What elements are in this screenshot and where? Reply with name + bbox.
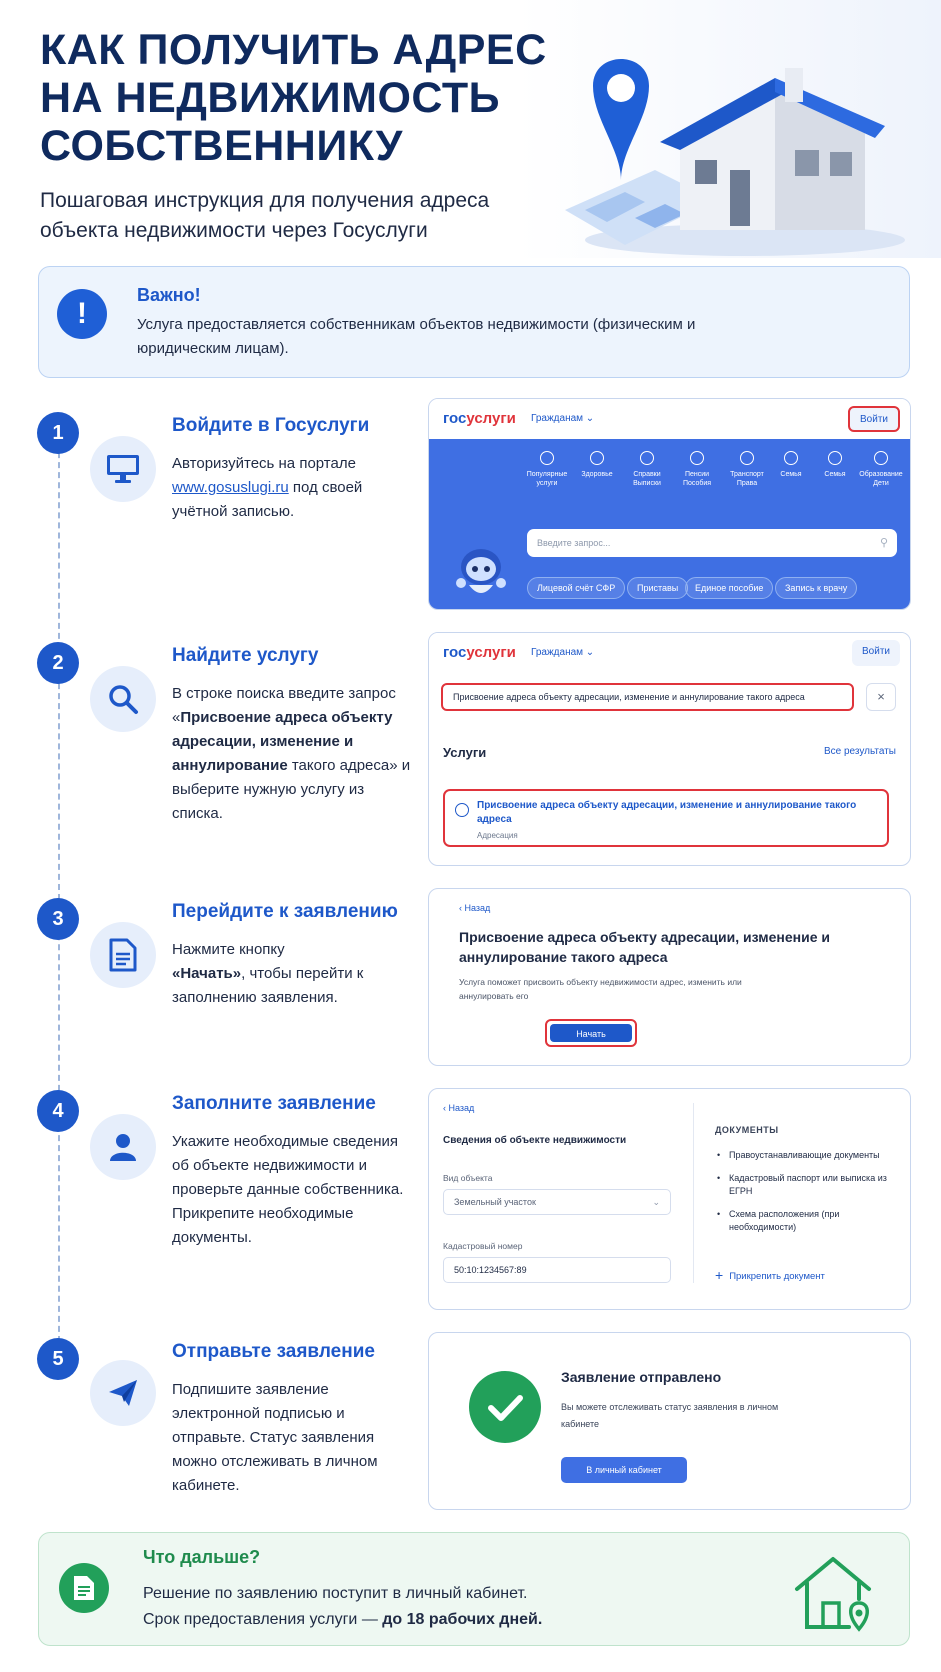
documents-list bbox=[715, 1149, 895, 1244]
start-button-label: Начать bbox=[550, 1024, 632, 1042]
sent-title: Заявление отправлено bbox=[561, 1369, 722, 1385]
step-5-title: Отправьте заявление bbox=[172, 1341, 375, 1362]
all-results-link[interactable]: Все результаты bbox=[823, 746, 896, 757]
deadline-text: Срок предоставления услуги — bbox=[143, 1611, 383, 1628]
success-check-icon bbox=[469, 1371, 541, 1443]
object-type-value: Земельный участок bbox=[454, 1197, 536, 1207]
portal-home-card bbox=[428, 398, 911, 610]
citizens-dropdown[interactable]: Гражданам ⌄ bbox=[531, 413, 595, 424]
document-icon bbox=[59, 1563, 109, 1613]
logo-part-a: гос bbox=[443, 644, 467, 661]
logo-part-b: услуги bbox=[466, 410, 516, 427]
portal-topbar bbox=[429, 633, 910, 673]
category-icon bbox=[540, 451, 554, 465]
step-3-text-a: Нажмите кнопку bbox=[172, 941, 285, 958]
plus-icon: + bbox=[715, 1267, 724, 1283]
category-icon bbox=[828, 451, 842, 465]
category-education[interactable] bbox=[855, 451, 907, 488]
category-certificates[interactable] bbox=[621, 451, 673, 488]
category-label: Популярные услуги bbox=[526, 471, 568, 487]
clear-search-button[interactable]: × bbox=[866, 683, 896, 711]
application-sent-card bbox=[428, 1332, 911, 1510]
house-location-icon bbox=[789, 1553, 881, 1633]
monitor-icon bbox=[90, 436, 156, 502]
category-label: Образование Дети bbox=[859, 471, 903, 487]
service-result-title: Присвоение адреса объекту адресации, изменение и аннулирование такого адреса bbox=[477, 800, 857, 825]
robot-assistant-icon[interactable] bbox=[451, 543, 511, 603]
category-icon bbox=[784, 451, 798, 465]
hero-section bbox=[0, 0, 941, 258]
logo-part-b: услуги bbox=[466, 644, 516, 661]
step-1-text-b: под своей учётной записью. bbox=[172, 479, 363, 520]
whats-next-text bbox=[143, 1581, 743, 1633]
page-title: КАК ПОЛУЧИТЬ АДРЕС НА НЕДВИЖИМОСТЬ СОБСТВЕННИКУ bbox=[40, 26, 547, 170]
chip-bailiffs[interactable]: Приставы bbox=[627, 577, 688, 599]
category-label: Пенсии Пособия bbox=[682, 471, 712, 487]
deadline-value: до 18 рабочих дней. bbox=[382, 1611, 543, 1628]
attach-document-button[interactable] bbox=[715, 1267, 825, 1283]
document-item: • Правоустанавливающие документы bbox=[715, 1149, 895, 1162]
whats-next-line-2 bbox=[143, 1607, 743, 1633]
category-icon bbox=[640, 451, 654, 465]
step-3-text-bold: «Начать» bbox=[172, 965, 242, 982]
user-icon bbox=[90, 1114, 156, 1180]
step-1-title: Войдите в Госуслуги bbox=[172, 415, 370, 436]
search-results-card bbox=[428, 632, 911, 866]
page-subtitle: Пошаговая инструкция для получения адреса объекта недвижимости через Госуслуги bbox=[40, 189, 490, 242]
search-icon[interactable]: ⚲ bbox=[879, 537, 888, 549]
category-family-2[interactable] bbox=[809, 451, 861, 479]
chevron-down-icon: ⌄ bbox=[652, 1197, 660, 1207]
login-button[interactable]: Войти bbox=[852, 640, 900, 666]
personal-account-button[interactable]: В личный кабинет bbox=[561, 1457, 687, 1483]
back-link[interactable]: ‹ Назад bbox=[459, 903, 491, 913]
application-form-card bbox=[428, 1088, 911, 1310]
portal-topbar bbox=[429, 399, 910, 439]
object-type-label: Вид объекта bbox=[443, 1173, 493, 1183]
category-popular[interactable] bbox=[521, 451, 573, 488]
back-link[interactable]: ‹ Назад bbox=[443, 1103, 475, 1113]
important-notice bbox=[38, 266, 910, 378]
house-with-pin-illustration bbox=[545, 30, 915, 260]
documents-heading: ДОКУМЕНТЫ bbox=[715, 1125, 779, 1135]
category-health[interactable] bbox=[571, 451, 623, 479]
chip-doctor-appointment[interactable]: Запись к врачу bbox=[775, 577, 857, 599]
step-2-text-bold: Присвоение адреса объекту адресации, изменение и аннулирование bbox=[172, 709, 393, 774]
step-3-text-b: , чтобы перейти к заполнению заявления. bbox=[172, 965, 364, 1006]
citizens-dropdown[interactable]: Гражданам ⌄ bbox=[531, 647, 595, 658]
exclamation-icon: ! bbox=[57, 289, 107, 339]
steps-timeline bbox=[58, 432, 60, 1352]
category-label: Справки Выписки bbox=[633, 471, 661, 487]
step-2-text-b: такого адреса» и выберите нужную услугу из списка. bbox=[172, 757, 411, 822]
whats-next-section bbox=[38, 1532, 910, 1646]
important-title: Важно! bbox=[137, 285, 201, 305]
service-start-card bbox=[428, 888, 911, 1066]
object-type-select[interactable] bbox=[443, 1189, 671, 1215]
step-5-number: 5 bbox=[37, 1338, 79, 1380]
step-2-text-a: В строке поиска введите запрос « bbox=[172, 685, 396, 726]
sent-description: Вы можете отслеживать статус заявления в личном кабинете bbox=[561, 1402, 779, 1429]
step-1-text bbox=[172, 452, 412, 524]
service-search-input[interactable]: Присвоение адреса объекту адресации, изменение и аннулирование такого адреса bbox=[441, 683, 854, 711]
step-2-number: 2 bbox=[37, 642, 79, 684]
important-text: Услуга предоставляется собственникам объектов недвижимости (физическим и юридическим лицам). bbox=[137, 316, 696, 357]
step-4-text: Укажите необходимые сведения об объекте недвижимости и проверьте данные собственника. Прикрепите необходимые документы. bbox=[172, 1133, 404, 1246]
category-label: Здоровье bbox=[581, 471, 613, 478]
service-result-category: Адресация bbox=[477, 831, 518, 840]
chip-sfr-account[interactable]: Лицевой счёт СФР bbox=[527, 577, 625, 599]
document-icon bbox=[90, 922, 156, 988]
portal-search-input[interactable]: Введите запрос... bbox=[527, 529, 897, 557]
whats-next-line-1: Решение по заявлению поступит в личный кабинет. bbox=[143, 1585, 528, 1602]
service-result-item[interactable] bbox=[443, 789, 889, 847]
category-label: Транспорт Права bbox=[730, 471, 764, 487]
step-2-text bbox=[172, 682, 412, 826]
gosuslugi-link[interactable]: www.gosuslugi.ru bbox=[172, 479, 289, 496]
logo-part-a: гос bbox=[443, 410, 467, 427]
step-3-title: Перейдите к заявлению bbox=[172, 901, 398, 922]
start-button[interactable] bbox=[545, 1019, 637, 1047]
document-item: • Схема расположения (при необходимости) bbox=[715, 1208, 895, 1234]
category-label: Семья bbox=[780, 471, 802, 478]
category-pensions[interactable] bbox=[671, 451, 723, 488]
attach-document-label: Прикрепить документ bbox=[729, 1271, 825, 1282]
send-icon bbox=[90, 1360, 156, 1426]
service-icon bbox=[455, 803, 469, 817]
column-divider bbox=[693, 1103, 694, 1283]
category-label: Семья bbox=[824, 471, 846, 478]
category-icon bbox=[590, 451, 604, 465]
category-icon bbox=[874, 451, 888, 465]
category-icon bbox=[690, 451, 704, 465]
step-4-number: 4 bbox=[37, 1090, 79, 1132]
category-icon bbox=[740, 451, 754, 465]
gosuslugi-logo[interactable] bbox=[443, 644, 516, 661]
step-3-text bbox=[172, 938, 412, 1010]
search-icon bbox=[90, 666, 156, 732]
login-button[interactable]: Войти bbox=[848, 406, 900, 432]
step-2-title: Найдите услугу bbox=[172, 645, 319, 666]
step-1-number: 1 bbox=[37, 412, 79, 454]
portal-hero-banner bbox=[429, 439, 910, 610]
step-1-text-a: Авторизуйтесь на портале bbox=[172, 455, 356, 472]
form-section-heading: Сведения об объекте недвижимости bbox=[443, 1135, 627, 1146]
results-section-heading: Услуги bbox=[443, 745, 487, 760]
step-5-text: Подпишите заявление электронной подписью и отправьте. Статус заявления можно отслеживать в личном кабинете. bbox=[172, 1381, 378, 1494]
whats-next-title: Что дальше? bbox=[143, 1547, 261, 1567]
cadastral-number-input[interactable]: 50:10:1234567:89 bbox=[443, 1257, 671, 1283]
service-title: Присвоение адреса объекту адресации, изменение и аннулирование такого адреса bbox=[459, 929, 830, 965]
document-item: • Кадастровый паспорт или выписка из ЕГРН bbox=[715, 1172, 895, 1198]
chip-single-benefit[interactable]: Единое пособие bbox=[685, 577, 773, 599]
service-description: Услуга поможет присвоить объекту недвижимости адрес, изменить или аннулировать его bbox=[459, 977, 742, 1001]
step-4-title: Заполните заявление bbox=[172, 1093, 376, 1114]
step-3-number: 3 bbox=[37, 898, 79, 940]
gosuslugi-logo[interactable] bbox=[443, 410, 516, 427]
cadastral-number-label: Кадастровый номер bbox=[443, 1241, 523, 1251]
